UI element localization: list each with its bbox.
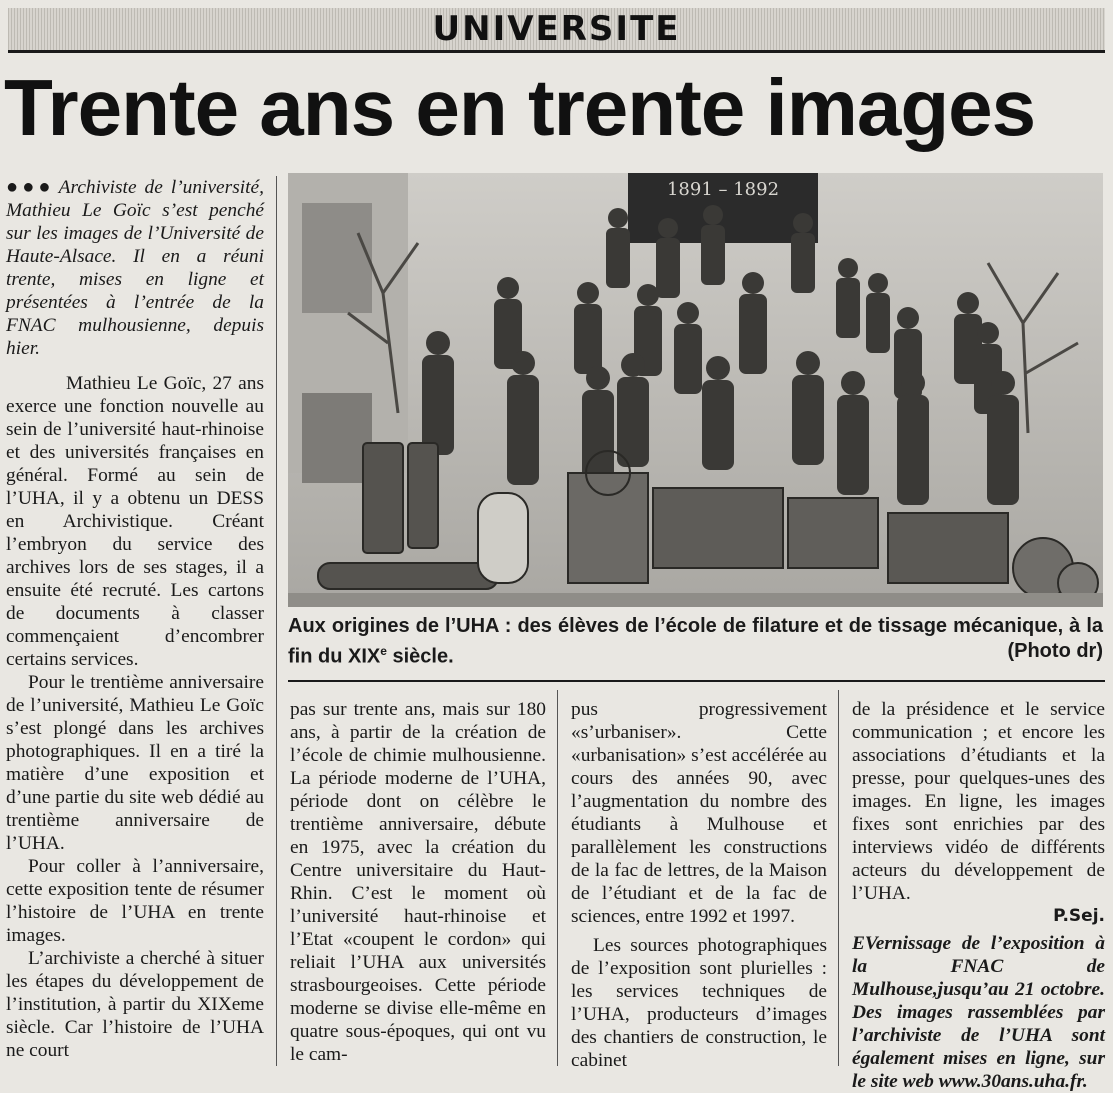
group-photo-illustration [288,173,1103,607]
paragraph: pus progressivement «s’urbaniser». Cette «urbanisation» s’est accélérée au cours des années 90, avec l’augmentation du nombre des étudiants à Mulhouse et parallèlement les constructions de la fac de lettres, de la Maison de l’étudiant et de la fac de sciences, entre 1992 et 1997. [571,699,827,927]
paragraph: pas sur trente ans, mais sur 180 ans, à partir de la création de l’école de chimie mulhousienne. La période moderne de l’UHA, période dont on célèbre le trentième anniversaire, débute en 1975, avec la création du Centre universitaire du Haut-Rhin. C’est le moment où l’université haut-rhinoise et l’Etat «coupent le cordon» qui reliait l’UHA aux universités strasbourgeoises. Cette période moderne se divise elle-même en quatre sous-époques, qui ont vu le cam- [290,699,546,1065]
paragraph: de la présidence et le service communication ; et encore les associations d’étudiants et la presse, pour quelques-unes des images. En ligne, les images fixes sont enrichies par des interviews vidéo de différents acteurs du développement de l’UHA. [852,699,1105,904]
blackboard-text: 1891 – 1892 [666,179,780,200]
chapeau [6,176,264,360]
headline: Trente ans en trente images [4,63,1036,152]
column-2 [290,698,546,1066]
bullet-icons: ●●● [6,176,55,198]
paragraph: L’archiviste a cherché à situer les étapes du développement de l’institution, à partir du XIXeme siècle. Car l’histoire de l’UHA ne court [6,948,264,1061]
photo-credit: (Photo dr) [1007,640,1103,662]
caption-superscript: e [380,644,387,658]
archive-photo [288,173,1103,607]
column-divider [838,690,839,1066]
author-signature: P.Sej. [1053,906,1105,926]
column-4 [852,698,1105,1093]
paragraph: Mathieu Le Goïc, 27 ans exerce une fonction nouvelle au sein de l’université haut-rhinoise et des universités françaises en général. Formé au sein de l’UHA, il y a obtenu un DESS en Archivistique. Créant l’embryon du service des archives lors de ses stages, il a ensuite été recruté. Les cartons de documents à classer commençaient d’encombrer certains services. [6,373,264,670]
photo-caption [288,614,1103,670]
column-1 [6,176,264,1062]
caption-text: : des élèves de l’école de filature et de tissage mécanique, à la fin du XIX [288,615,1103,668]
chapeau-text: Archiviste de l’université, Mathieu Le Goïc s’est penché sur les images de l’Université de Haute-Alsace. Il en a réuni trente, mises en ligne et présentées à l’entrée de la FNAC mulhousienne, depuis hier. [6,177,264,359]
caption-lead: Aux origines de l’UHA [288,615,499,637]
paragraph: Pour coller à l’anniversaire, cette exposition tente de résumer l’histoire de l’UHA en trente images. [6,856,264,946]
column-3 [571,698,827,1072]
caption-rule [288,680,1105,682]
rubric-label: UNIVERSITE [432,9,681,49]
section-rubric [8,8,1105,53]
caption-end: siècle. [386,645,454,668]
paragraph: Pour le trentième anniversaire de l’université, Mathieu Le Goïc s’est plongé dans les archives photographiques. Il en a tiré la matière d’une exposition et d’une partie du site web dédié au trentième anniversaire de l’UHA. [6,672,264,854]
column-divider [557,690,558,1066]
column-divider [276,176,277,1066]
paragraph: Les sources photographiques de l’exposition sont plurielles : les services techniques de l’UHA, producteurs d’images des chantiers de construction, le cabinet [571,935,827,1071]
exhibition-infobox: EVernissage de l’exposition à la FNAC de Mulhouse,jusqu’au 21 octobre. Des images rassemblées par l’archiviste de l’UHA sont également mises en ligne, sur le site web www.30ans.uha.fr. [852,933,1105,1092]
